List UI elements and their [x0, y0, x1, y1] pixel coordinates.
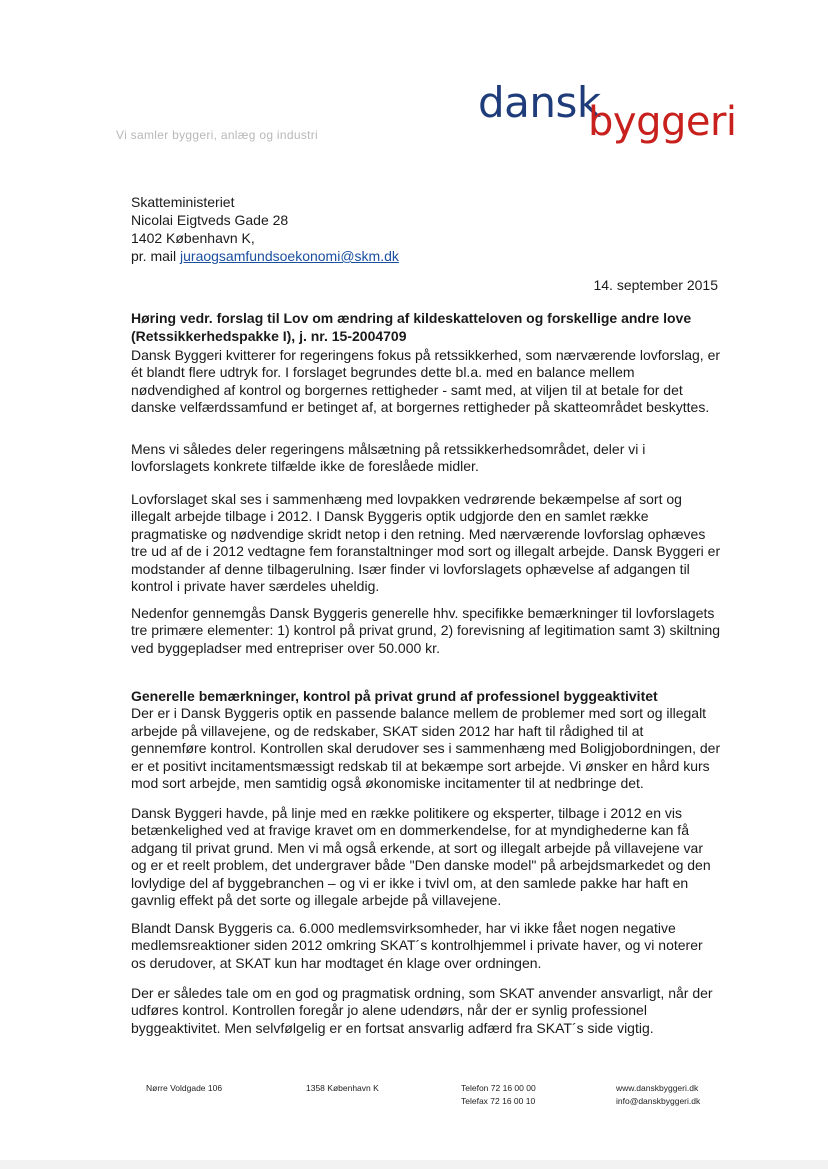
footer-web[interactable]: www.danskbyggeri.dk	[616, 1083, 699, 1093]
recipient-line-1: Skatteministeriet	[131, 194, 235, 210]
paragraph-4: Nedenfor gennemgås Dansk Byggeris generelle hhv. specifikke bemærkninger til lovforslagets tre primære elementer: 1) kontrol på privat grund, 2) forevisning af legitimation samt 3) skiltning ved byggepladser med entrepriser over 50.000 kr.	[131, 605, 721, 656]
letter-date: 14. september 2015	[593, 277, 718, 293]
footer-email[interactable]: info@danskbyggeri.dk	[616, 1096, 701, 1106]
paragraph-3: Lovforslaget skal ses i sammenhæng med lovpakken vedrørende bekæmpelse af sort og illegalt arbejde tilbage i 2012. I Dansk Byggeris optik udgjorde den en samlet række pragmatiske og nødvendige skridt netop i den retning. Med nærværende lovforslag ophæves tre ud af de i 2012 vedtagne fem foranstaltninger mod sort og illegalt arbejde. Dansk Byggeri er modstander af denne tilbagerulning. Især finder vi lovforslagets ophævelse af adgangen til kontrol i private haver særdeles uheldig.	[131, 491, 721, 595]
footer-contact	[616, 1082, 700, 1108]
paragraph-7: Blandt Dansk Byggeris ca. 6.000 medlemsvirksomheder, har vi ikke fået nogen negative medlemsreaktioner siden 2012 omkring SKAT´s kontrolhjemmel i private haver, og vi noterer os derudover, at SKAT kun har modtaget én klage over ordningen.	[131, 920, 703, 971]
scan-edge	[0, 1160, 828, 1169]
recipient-address	[131, 193, 399, 265]
section-block	[131, 688, 721, 792]
recipient-line-3: 1402 København K,	[131, 230, 255, 246]
recipient-mail	[131, 247, 399, 265]
mail-prefix: pr. mail	[131, 248, 181, 264]
footer-phone: Telefon 72 16 00 00	[461, 1083, 536, 1093]
paragraph-5: Der er i Dansk Byggeris optik en passende balance mellem de problemer med sort og illegalt arbejde på villavejene, og de redskaber, SKAT siden 2012 har haft til rådighed til at gennemføre kontrol. Kontrollen skal derudover ses i sammenhæng med Boligjobordningen, der er et positivt incitamentsmæssigt redskab til at bekæmpe sort arbejde. Vi ønsker en hård kurs mod sort arbejde, men samtidig også økonomiske incitamenter til at nedbringe det.	[131, 705, 721, 792]
paragraph-1: Dansk Byggeri kvitterer for regeringens fokus på retssikkerhed, som nærværende lovforslag, er ét blandt flere udtryk for. I forslaget begrundes dette bl.a. med en balance mellem nødvendighed af kontrol og borgernes rettigheder - samt med, at viljen til at betale for det danske velfærdssamfund er betinget af, at borgernes rettigheder på skatteområdet beskyttes.	[131, 347, 721, 416]
letter-subject: Høring vedr. forslag til Lov om ændring af kildeskatteloven og forskellige andre love (Retssikkerhedspakke I), j. nr. 15-2004709	[131, 310, 692, 344]
footer-address: Nørre Voldgade 106	[146, 1083, 223, 1093]
section-heading: Generelle bemærkninger, kontrol på privat grund af professionel byggeaktivitet	[131, 688, 658, 704]
footer-city: 1358 København K	[306, 1083, 379, 1093]
recipient-line-2: Nicolai Eigtveds Gade 28	[131, 212, 289, 228]
paragraph-6: Dansk Byggeri havde, på linje med en række politikere og eksperter, tilbage i 2012 en vis betænkelighed ved at fravige kravet om en dommerkendelse, for at myndighederne kan få adgang til privat grund. Men vi må også erkende, at sort og illegalt arbejde på villavejene var og er et reelt problem, det undergraver både "Den danske model" på arbejdsmarkedet og den lovlydige del af byggebranchen – og vi er ikke i tvivl om, at den samlede pakke har haft en gavnlig effekt på det sorte og illegale arbejde på villavejene.	[131, 805, 711, 909]
logo-word-byggeri: byggeri	[588, 99, 737, 145]
mail-link[interactable]: juraogsamfundsoekonomi@skm.dk	[180, 248, 399, 264]
paragraph-2: Mens vi således deler regeringens målsætning på retssikkerhedsområdet, deler vi i lovforslagets konkrete tilfælde ikke de foreslåede midler.	[131, 441, 646, 475]
dansk-byggeri-logo	[478, 78, 737, 145]
tagline: Vi samler byggeri, anlæg og industri	[116, 128, 319, 142]
footer-phones	[461, 1082, 536, 1108]
footer-fax: Telefax 72 16 00 10	[461, 1096, 536, 1106]
paragraph-8: Der er således tale om en god og pragmatisk ordning, som SKAT anvender ansvarligt, når der udføres kontrol. Kontrollen foregår jo alene udendørs, når der er synlig professionel byggeaktivitet. Men selvfølgelig er en fortsat ansvarlig adfærd fra SKAT´s side vigtig.	[131, 985, 713, 1036]
logo-word-dansk: dansk	[478, 78, 601, 127]
